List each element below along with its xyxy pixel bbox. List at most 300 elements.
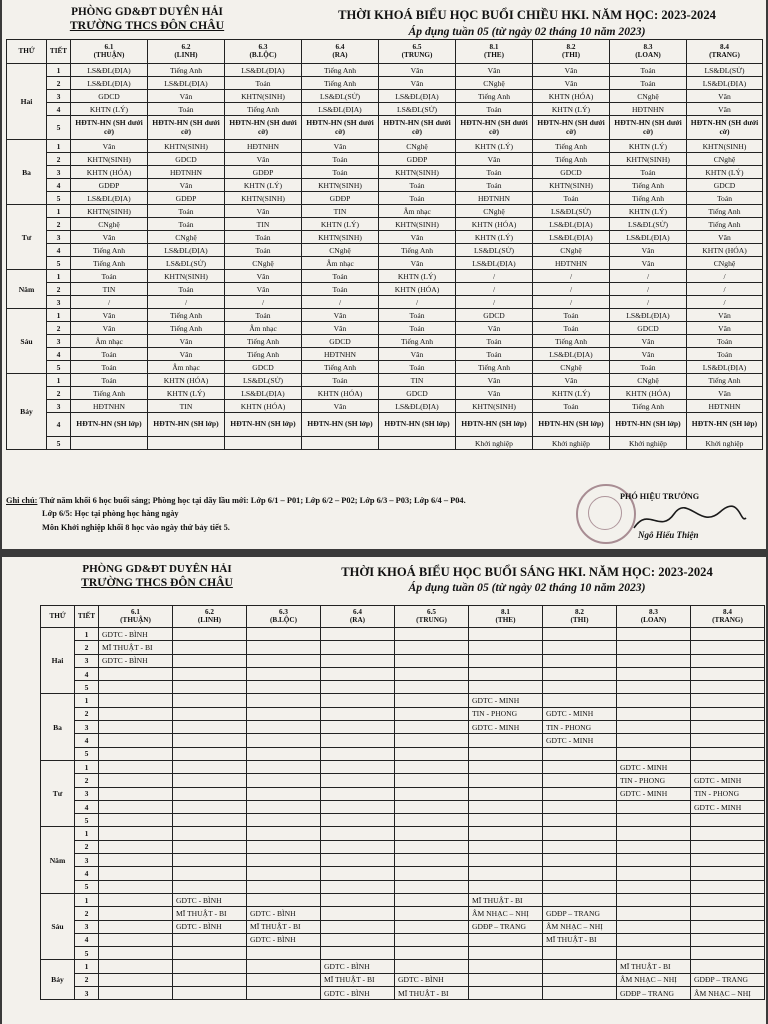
timetable-cell: LS&ĐL(SỬ) xyxy=(379,103,456,116)
timetable-cell xyxy=(173,987,247,1000)
timetable-cell: KHTN (HÓA) xyxy=(225,400,302,413)
timetable-cell: Toán xyxy=(302,374,379,387)
timetable-cell: KHTN(SINH) xyxy=(148,140,225,153)
signer-name: Ngô Hiếu Thiện xyxy=(638,530,699,540)
period-number: 1 xyxy=(47,205,71,218)
timetable-cell: KHTN (HÓA) xyxy=(302,387,379,400)
timetable-cell xyxy=(173,827,247,840)
timetable-cell xyxy=(247,667,321,680)
table-row xyxy=(41,920,765,933)
timetable-cell: Toán xyxy=(71,361,148,374)
timetable-cell: LS&ĐL(SỬ) xyxy=(225,374,302,387)
table-row xyxy=(41,814,765,827)
timetable-cell: KHTN (HÓA) xyxy=(533,90,610,103)
timetable-cell: LS&ĐL(ĐỊA) xyxy=(533,231,610,244)
timetable-cell xyxy=(691,641,765,654)
timetable-cell: / xyxy=(456,270,533,283)
department-name: PHÒNG GD&ĐT DUYÊN HẢI xyxy=(71,6,223,18)
notes xyxy=(6,494,546,534)
class-teacher: (B.LỘC) xyxy=(270,615,297,624)
timetable-cell: Văn xyxy=(302,309,379,322)
timetable-cell: HĐTNHN xyxy=(533,257,610,270)
timetable-cell: GDTC - MINH xyxy=(617,787,691,800)
timetable-cell xyxy=(617,920,691,933)
period-number: 1 xyxy=(47,64,71,77)
day-label: Hai xyxy=(7,64,47,140)
timetable-cell: HĐTNHN xyxy=(456,192,533,205)
timetable-cell xyxy=(691,960,765,973)
timetable-cell: HĐTN-HN (SH dưới cờ) xyxy=(148,116,225,140)
timetable-cell xyxy=(247,694,321,707)
timetable-cell: HĐTN-HN (SH lớp) xyxy=(225,413,302,437)
timetable-cell xyxy=(173,681,247,694)
timetable-cell: / xyxy=(687,283,763,296)
timetable-cell xyxy=(173,654,247,667)
timetable-cell: CNghệ xyxy=(456,205,533,218)
timetable-cell xyxy=(469,960,543,973)
timetable-cell: Toán xyxy=(533,192,610,205)
timetable-cell xyxy=(247,893,321,906)
timetable-cell xyxy=(247,880,321,893)
timetable-cell xyxy=(247,987,321,1000)
timetable-cell: KHTN(SINH) xyxy=(687,140,763,153)
timetable-cell: Âm nhạc xyxy=(379,205,456,218)
timetable-cell xyxy=(691,694,765,707)
timetable-cell: GDCD xyxy=(225,361,302,374)
timetable-cell xyxy=(99,694,173,707)
timetable-cell: KHTN(SINH) xyxy=(71,153,148,166)
table-row xyxy=(41,654,765,667)
period-number: 3 xyxy=(75,987,99,1000)
timetable-cell: LS&ĐL(ĐỊA) xyxy=(687,77,763,90)
table-row xyxy=(7,257,763,270)
timetable-cell xyxy=(543,628,617,641)
timetable-cell: KHTN (LÝ) xyxy=(533,103,610,116)
timetable-cell: KHTN(SINH) xyxy=(379,218,456,231)
timetable-cell: HĐTN-HN (SH dưới cờ) xyxy=(533,116,610,140)
timetable-cell: Văn xyxy=(610,257,687,270)
timetable-cell: GDĐP xyxy=(302,192,379,205)
timetable-cell xyxy=(247,973,321,986)
timetable-cell: Toán xyxy=(302,166,379,179)
timetable-cell: CNghệ xyxy=(379,140,456,153)
timetable-cell: TIN - PHONG xyxy=(691,787,765,800)
period-number: 3 xyxy=(47,335,71,348)
timetable-cell xyxy=(543,641,617,654)
timetable-cell: KHTN (HÓA) xyxy=(610,387,687,400)
timetable-cell xyxy=(617,880,691,893)
period-number: 1 xyxy=(47,309,71,322)
timetable-cell xyxy=(617,628,691,641)
period-number: 5 xyxy=(47,361,71,374)
day-label: Tư xyxy=(41,760,75,826)
timetable-cell xyxy=(173,774,247,787)
timetable-cell xyxy=(469,827,543,840)
timetable-cell xyxy=(543,694,617,707)
column-header-class xyxy=(321,606,395,628)
timetable-cell: HĐTN-HN (SH lớp) xyxy=(533,413,610,437)
table-row xyxy=(7,374,763,387)
timetable-cell: KHTN(SINH) xyxy=(533,179,610,192)
timetable-cell: HĐTN-HN (SH dưới cờ) xyxy=(225,116,302,140)
timetable-cell xyxy=(99,987,173,1000)
timetable-cell xyxy=(321,867,395,880)
table-row xyxy=(7,413,763,437)
timetable-cell xyxy=(469,667,543,680)
timetable-cell: Tiếng Anh xyxy=(610,192,687,205)
timetable-cell xyxy=(247,947,321,960)
table-row xyxy=(7,153,763,166)
timetable-cell: TIN - PHONG xyxy=(543,721,617,734)
timetable-cell: HĐTN-HN (SH lớp) xyxy=(148,413,225,437)
table-row xyxy=(7,205,763,218)
timetable-cell: Văn xyxy=(456,153,533,166)
timetable-cell: Toán xyxy=(148,103,225,116)
timetable-cell: KHTN(SINH) xyxy=(302,231,379,244)
timetable-cell: Văn xyxy=(533,77,610,90)
timetable-cell xyxy=(321,628,395,641)
timetable-cell xyxy=(173,707,247,720)
timetable-cell: Tiếng Anh xyxy=(379,244,456,257)
morning-timetable xyxy=(40,605,765,1000)
timetable-cell: Khởi nghiệp xyxy=(610,437,687,450)
timetable-cell: Toán xyxy=(610,361,687,374)
timetable-cell: MĨ THUẬT - BI xyxy=(543,933,617,946)
column-header-class xyxy=(533,40,610,64)
timetable-cell: / xyxy=(533,296,610,309)
timetable-cell: Âm nhạc xyxy=(71,335,148,348)
table-row xyxy=(41,973,765,986)
timetable-cell xyxy=(321,774,395,787)
timetable-cell xyxy=(543,827,617,840)
afternoon-timetable xyxy=(6,39,763,450)
timetable-cell: Văn xyxy=(610,335,687,348)
timetable-cell: Văn xyxy=(687,103,763,116)
timetable-cell xyxy=(395,707,469,720)
timetable-cell: MĨ THUẬT - BI xyxy=(321,973,395,986)
class-teacher: (TRANG) xyxy=(709,50,740,59)
timetable-cell xyxy=(148,437,225,450)
period-number: 5 xyxy=(47,437,71,450)
timetable-cell: Toán xyxy=(225,244,302,257)
timetable-cell xyxy=(617,734,691,747)
note-line-3: Môn Khởi nghiệp khối 8 học vào ngày thứ bảy tiết 5. xyxy=(42,522,230,532)
timetable-cell: Toán xyxy=(71,270,148,283)
timetable-cell: GDCD xyxy=(687,179,763,192)
timetable-cell xyxy=(691,721,765,734)
timetable-cell xyxy=(321,787,395,800)
timetable-cell xyxy=(691,707,765,720)
column-header-class xyxy=(99,606,173,628)
timetable-cell: HĐTN-HN (SH dưới cờ) xyxy=(456,116,533,140)
timetable-cell: GDCD xyxy=(302,335,379,348)
timetable-cell: Khởi nghiệp xyxy=(533,437,610,450)
timetable-cell: MĨ THUẬT - BI xyxy=(173,907,247,920)
period-number: 4 xyxy=(47,348,71,361)
class-teacher: (THE) xyxy=(484,50,504,59)
class-code: 8.2 xyxy=(575,607,584,616)
timetable-cell xyxy=(99,787,173,800)
timetable-cell xyxy=(543,880,617,893)
timetable-cell: Tiếng Anh xyxy=(302,77,379,90)
timetable-cell xyxy=(99,747,173,760)
timetable-cell xyxy=(543,947,617,960)
timetable-cell xyxy=(469,987,543,1000)
class-code: 8.2 xyxy=(566,42,576,51)
timetable-cell xyxy=(543,774,617,787)
class-teacher: (TRANG) xyxy=(712,615,743,624)
timetable-cell: Âm nhạc xyxy=(225,322,302,335)
timetable-cell xyxy=(469,947,543,960)
timetable-cell xyxy=(691,840,765,853)
timetable-cell xyxy=(173,840,247,853)
table-row xyxy=(7,309,763,322)
timetable-cell: Tiếng Anh xyxy=(610,400,687,413)
table-row xyxy=(7,166,763,179)
timetable-cell: HĐTN-HN (SH lớp) xyxy=(71,413,148,437)
period-number: 5 xyxy=(75,947,99,960)
timetable-cell xyxy=(247,774,321,787)
timetable-cell xyxy=(321,827,395,840)
timetable-cell: LS&ĐL(ĐỊA) xyxy=(71,77,148,90)
period-number: 2 xyxy=(75,774,99,787)
timetable-cell xyxy=(173,641,247,654)
period-number: 1 xyxy=(75,960,99,973)
timetable-cell: KHTN(SINH) xyxy=(456,400,533,413)
timetable-cell xyxy=(395,628,469,641)
class-code: 6.4 xyxy=(335,42,345,51)
table-row xyxy=(41,854,765,867)
timetable-cell: Văn xyxy=(148,90,225,103)
table-row xyxy=(7,103,763,116)
table-row xyxy=(41,641,765,654)
period-number: 3 xyxy=(47,400,71,413)
timetable-cell: Văn xyxy=(225,283,302,296)
timetable-cell xyxy=(321,933,395,946)
period-number: 1 xyxy=(47,140,71,153)
timetable-cell: LS&ĐL(ĐỊA) xyxy=(148,244,225,257)
timetable-cell xyxy=(691,907,765,920)
timetable-cell: GDCD xyxy=(533,166,610,179)
timetable-cell xyxy=(321,721,395,734)
period-number: 5 xyxy=(47,257,71,270)
timetable-cell: LS&ĐL(ĐỊA) xyxy=(71,64,148,77)
timetable-cell xyxy=(321,654,395,667)
column-header-class xyxy=(617,606,691,628)
timetable-cell: LS&ĐL(ĐỊA) xyxy=(379,90,456,103)
timetable-cell xyxy=(617,854,691,867)
timetable-cell xyxy=(395,641,469,654)
table-row xyxy=(41,707,765,720)
class-code: 6.3 xyxy=(279,607,288,616)
timetable-cell xyxy=(71,437,148,450)
timetable-cell: Tiếng Anh xyxy=(456,361,533,374)
timetable-cell: LS&ĐL(ĐỊA) xyxy=(687,361,763,374)
timetable-cell: GDTC - BÌNH xyxy=(247,907,321,920)
table-row xyxy=(41,987,765,1000)
timetable-cell xyxy=(99,774,173,787)
timetable-cell: Toán xyxy=(148,283,225,296)
timetable-cell: Toán xyxy=(379,322,456,335)
timetable-cell: Tiếng Anh xyxy=(379,335,456,348)
timetable-cell: HĐTN-HN (SH lớp) xyxy=(687,413,763,437)
class-teacher: (LINH) xyxy=(197,615,222,624)
timetable-cell: Âm nhạc xyxy=(302,257,379,270)
timetable-cell: GDTC - MINH xyxy=(543,707,617,720)
table-row xyxy=(41,840,765,853)
timetable-cell xyxy=(173,721,247,734)
class-teacher: (B.LỘC) xyxy=(249,50,277,59)
timetable-cell: HĐTN-HN (SH dưới cờ) xyxy=(379,116,456,140)
timetable-cell xyxy=(543,854,617,867)
timetable-cell: Toán xyxy=(379,192,456,205)
table-row xyxy=(41,667,765,680)
timetable-cell xyxy=(395,681,469,694)
class-teacher: (RA) xyxy=(349,615,366,624)
timetable-cell: LS&ĐL(ĐỊA) xyxy=(610,309,687,322)
note-line-2: Lớp 6/5: Học tại phòng học hàng ngày xyxy=(42,509,179,519)
timetable-cell xyxy=(395,760,469,773)
timetable-cell xyxy=(395,920,469,933)
table-row xyxy=(7,322,763,335)
day-label: Tư xyxy=(7,205,47,270)
column-header-day: THỨ xyxy=(7,40,47,64)
class-code: 6.1 xyxy=(104,42,114,51)
table-row xyxy=(41,893,765,906)
timetable-cell: TIN xyxy=(71,283,148,296)
period-number: 1 xyxy=(47,374,71,387)
timetable-cell xyxy=(99,667,173,680)
timetable-cell xyxy=(225,437,302,450)
timetable-cell: Toán xyxy=(379,309,456,322)
timetable-cell: KHTN(SINH) xyxy=(225,192,302,205)
table-row xyxy=(7,335,763,348)
column-header-class xyxy=(469,606,543,628)
timetable-cell: Văn xyxy=(687,231,763,244)
timetable-cell: Văn xyxy=(533,374,610,387)
timetable-cell: LS&ĐL(ĐỊA) xyxy=(456,257,533,270)
timetable-cell xyxy=(395,827,469,840)
timetable-cell: CNghệ xyxy=(71,218,148,231)
timetable-cell xyxy=(99,893,173,906)
timetable-cell xyxy=(173,628,247,641)
column-header-class xyxy=(71,40,148,64)
table-row xyxy=(7,270,763,283)
period-number: 5 xyxy=(47,116,71,140)
timetable-cell xyxy=(173,760,247,773)
timetable-cell xyxy=(617,800,691,813)
timetable-cell: LS&ĐL(ĐỊA) xyxy=(533,348,610,361)
timetable-cell: HĐTNHN xyxy=(302,348,379,361)
table-row xyxy=(7,192,763,205)
timetable-cell: / xyxy=(456,296,533,309)
timetable-cell xyxy=(247,867,321,880)
timetable-cell: Văn xyxy=(379,257,456,270)
timetable-cell xyxy=(247,747,321,760)
timetable-cell: CNghệ xyxy=(687,153,763,166)
timetable-cell xyxy=(543,867,617,880)
timetable-cell: CNghệ xyxy=(533,244,610,257)
timetable-cell xyxy=(395,734,469,747)
timetable-cell: CNghệ xyxy=(302,244,379,257)
table-row xyxy=(7,361,763,374)
timetable-cell: Tiếng Anh xyxy=(302,361,379,374)
timetable-cell: Văn xyxy=(302,400,379,413)
timetable-cell: Tiếng Anh xyxy=(225,103,302,116)
timetable-cell xyxy=(173,933,247,946)
timetable-cell xyxy=(395,787,469,800)
timetable-cell: GDTC - MINH xyxy=(691,774,765,787)
table-row xyxy=(41,907,765,920)
timetable-cell xyxy=(469,747,543,760)
period-number: 2 xyxy=(75,907,99,920)
timetable-cell xyxy=(691,854,765,867)
timetable-cell xyxy=(173,747,247,760)
timetable-cell xyxy=(395,800,469,813)
timetable-cell: Văn xyxy=(687,387,763,400)
timetable-cell xyxy=(321,814,395,827)
timetable-cell xyxy=(321,760,395,773)
timetable-cell xyxy=(617,681,691,694)
timetable-cell: Văn xyxy=(71,140,148,153)
class-code: 8.4 xyxy=(720,42,729,51)
timetable-cell xyxy=(543,814,617,827)
notes-label: Ghi chú: xyxy=(6,496,38,505)
day-label: Bảy xyxy=(7,374,47,450)
timetable-cell: HĐTN-HN (SH dưới cờ) xyxy=(687,116,763,140)
timetable-cell xyxy=(247,960,321,973)
table-row xyxy=(7,400,763,413)
class-teacher: (THUẬN) xyxy=(93,50,125,59)
timetable-cell xyxy=(395,854,469,867)
timetable-cell xyxy=(247,840,321,853)
timetable-cell: Toán xyxy=(456,103,533,116)
timetable-cell: GDTC - MINH xyxy=(543,734,617,747)
column-header-class xyxy=(691,606,765,628)
timetable-cell: GDĐP xyxy=(148,192,225,205)
timetable-cell xyxy=(395,667,469,680)
timetable-cell xyxy=(469,814,543,827)
timetable-cell xyxy=(321,880,395,893)
timetable-cell xyxy=(395,814,469,827)
timetable-cell: Văn xyxy=(687,90,763,103)
period-number: 3 xyxy=(47,90,71,103)
timetable-cell xyxy=(691,760,765,773)
timetable-cell xyxy=(321,947,395,960)
timetable-cell: Văn xyxy=(379,231,456,244)
timetable-cell xyxy=(247,827,321,840)
timetable-cell: Toán xyxy=(456,179,533,192)
timetable-cell xyxy=(99,947,173,960)
timetable-cell: LS&ĐL(ĐỊA) xyxy=(71,192,148,205)
timetable-cell: Văn xyxy=(71,309,148,322)
timetable-cell: Tiếng Anh xyxy=(225,335,302,348)
timetable-cell: HĐTN-HN (SH dưới cờ) xyxy=(71,116,148,140)
timetable-cell: ÂM NHẠC – NHỊ xyxy=(617,973,691,986)
class-teacher: (LOAN) xyxy=(640,615,667,624)
timetable-cell: Văn xyxy=(71,322,148,335)
timetable-cell: CNghệ xyxy=(610,90,687,103)
timetable-cell xyxy=(173,800,247,813)
timetable-cell xyxy=(247,721,321,734)
timetable-cell: / xyxy=(148,296,225,309)
timetable-cell: GDTC - BÌNH xyxy=(247,933,321,946)
period-number: 4 xyxy=(75,933,99,946)
timetable-cell xyxy=(543,787,617,800)
period-number: 3 xyxy=(75,920,99,933)
timetable-cell: GDCD xyxy=(456,309,533,322)
period-number: 4 xyxy=(75,800,99,813)
